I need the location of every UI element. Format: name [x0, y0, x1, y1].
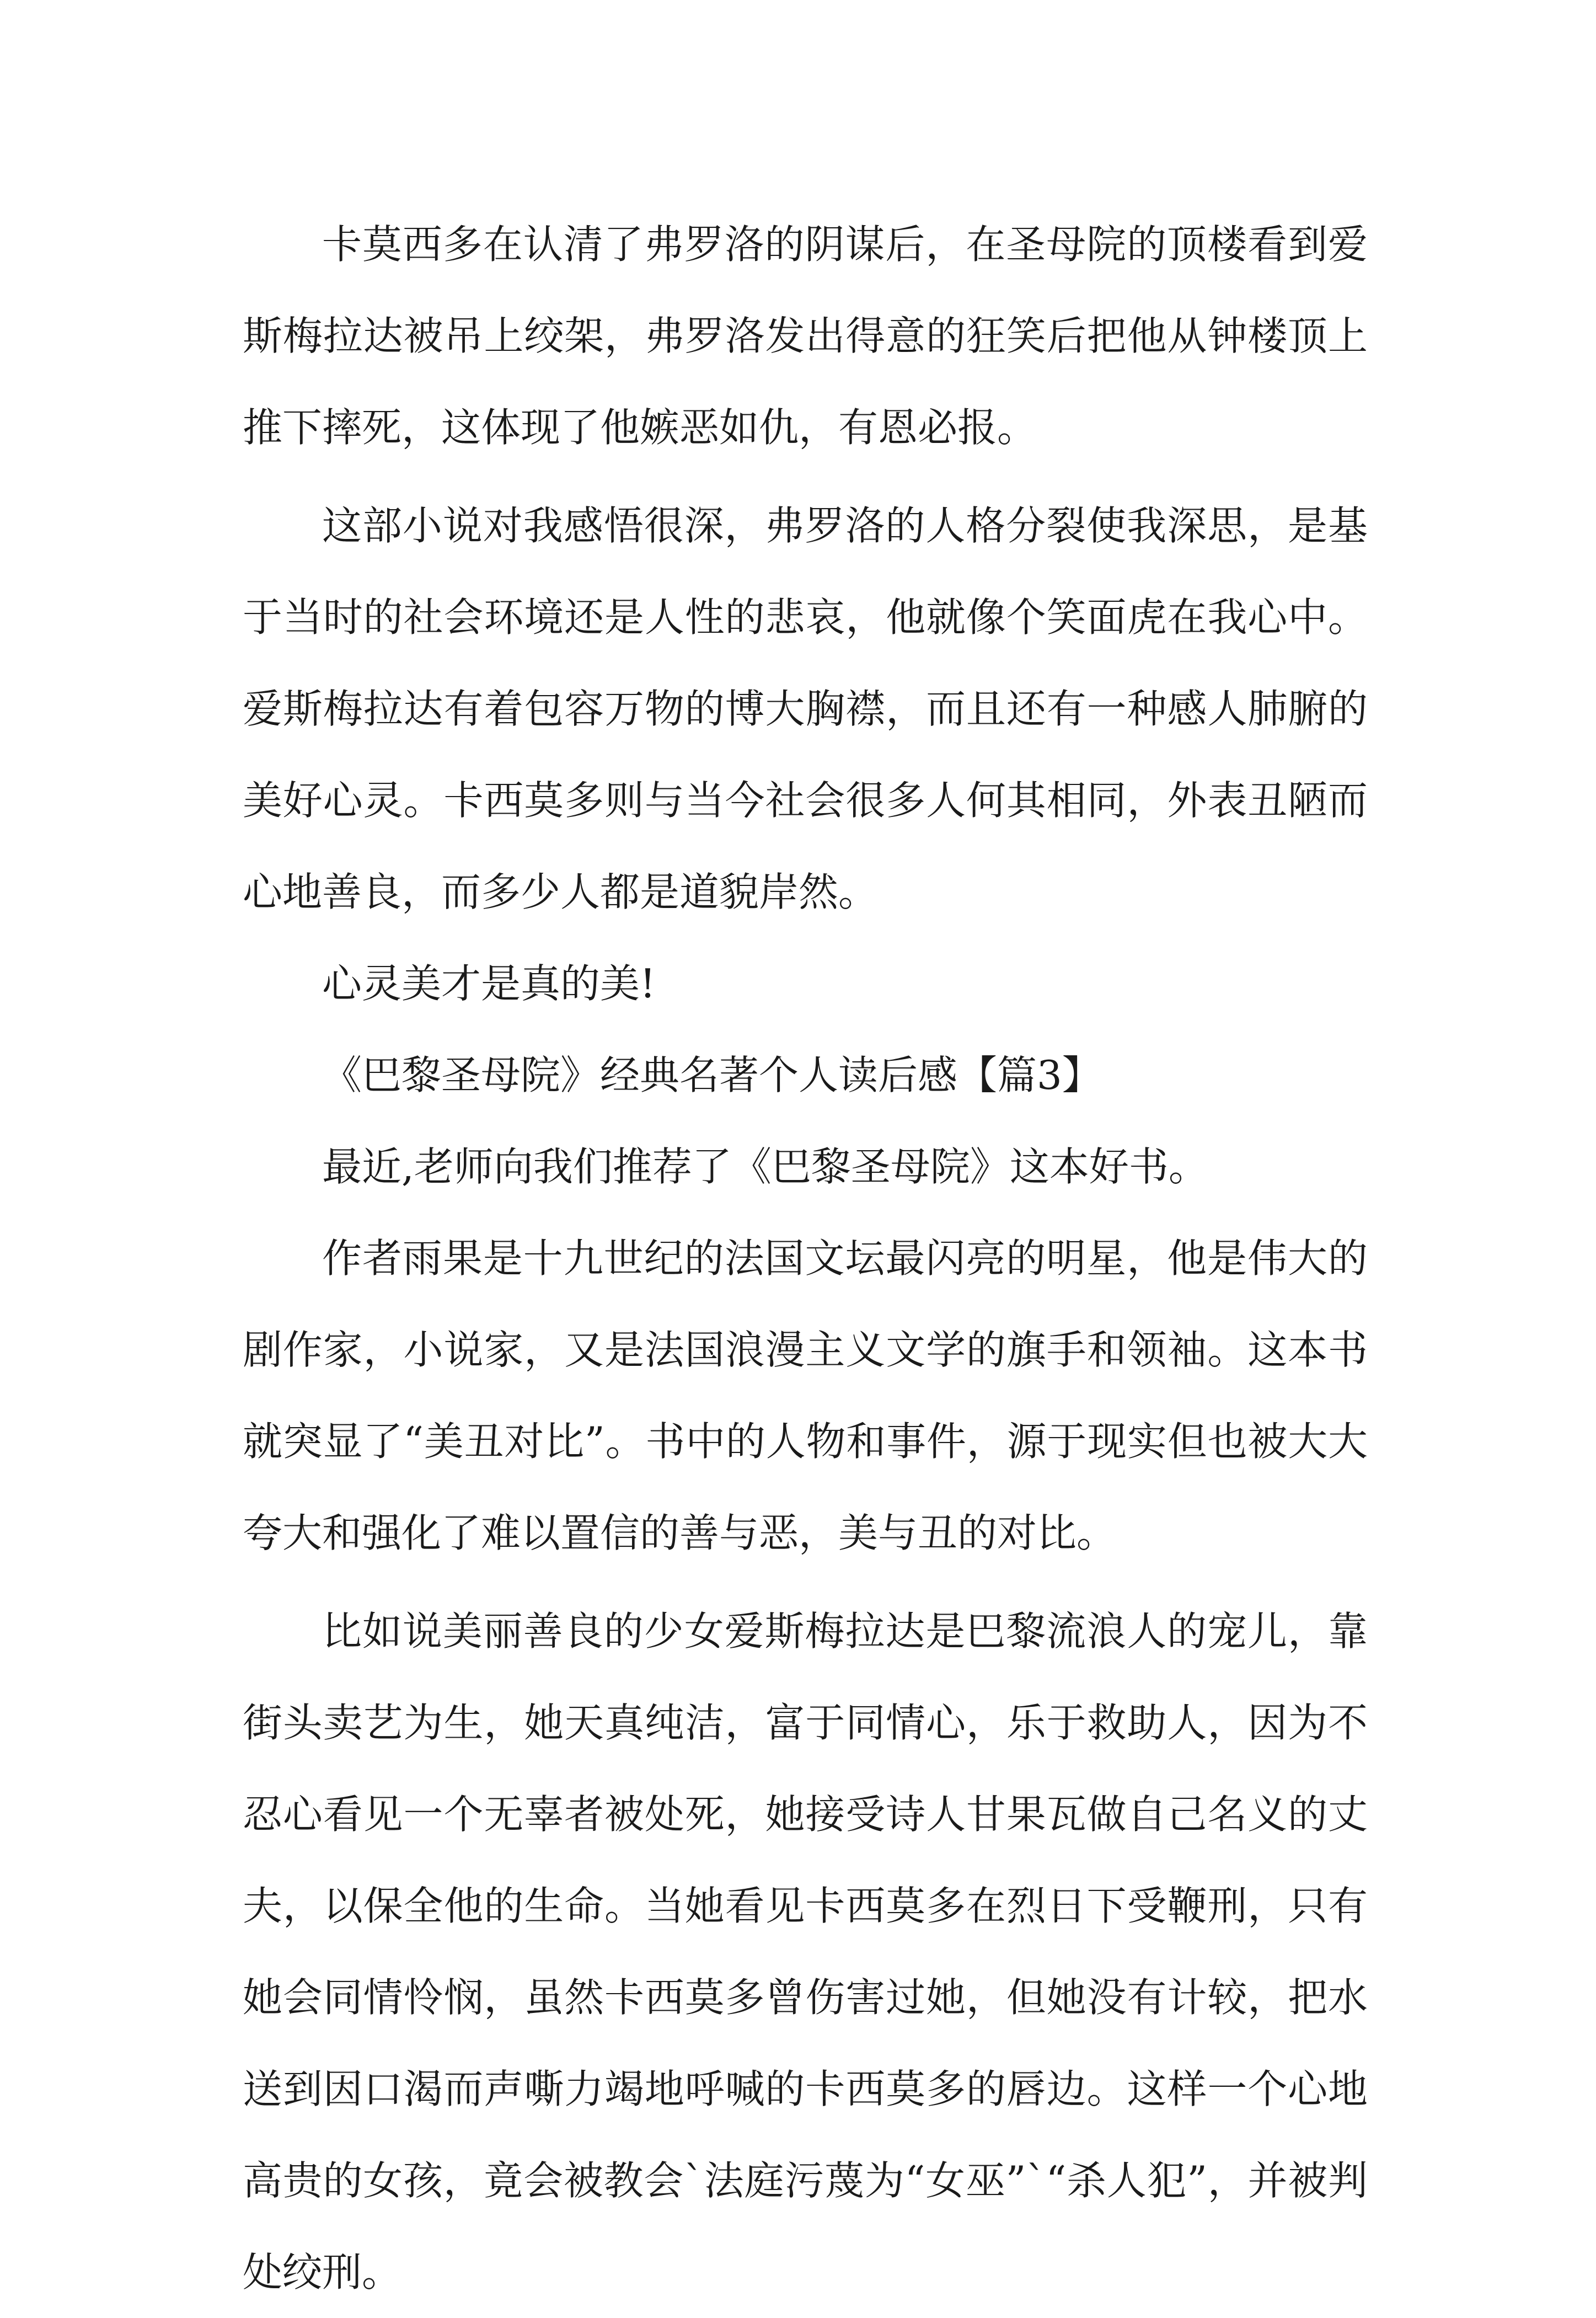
paragraph-intro: 最近,老师向我们推荐了《巴黎圣母院》这本好书。 [322, 1144, 1208, 1190]
section-heading: 《巴黎圣母院》经典名著个人读后感【篇3】 [322, 1052, 1102, 1098]
paragraph-esmeralda: 比如说美丽善良的少女爱斯梅拉达是巴黎流浪人的宠儿，靠街头卖艺为生，她天真纯洁，富于同情心，乐于救助人，因为不忍心看见一个无辜者被处死，她接受诗人甘果瓦做自己名义的丈夫，以保全他的生命。当她看见卡西莫多在烈日下受鞭刑，只有她会同情怜悯，虽然卡西莫多曾伤害过她，但她没有计较，把水送到因口渴而声嘶力竭地呼喊的卡西莫多的唇边。这样一个心地高贵的女孩，竟会被教会`法庭污蔑为“女巫”`“杀人犯”，并被判处绞刑。 [243, 1608, 1368, 2295]
paragraph-conclusion: 心灵美才是真的美! [322, 960, 656, 1007]
paragraph-author: 作者雨果是十九世纪的法国文坛最闪亮的明星，他是伟大的剧作家，小说家，又是法国浪漫主义文学的旗手和领袖。这本书就突显了“美丑对比”。书中的人物和事件，源于现实但也被大大夸大和强化了难以置信的善与恶，美与丑的对比。 [243, 1235, 1368, 1556]
paragraph-quasimodo-revenge: 卡莫西多在认清了弗罗洛的阴谋后，在圣母院的顶楼看到爱斯梅拉达被吊上绞架，弗罗洛发出得意的狂笑后把他从钟楼顶上推下摔死，这体现了他嫉恶如仇，有恩必报。 [243, 221, 1368, 451]
paragraph-reflection: 这部小说对我感悟很深，弗罗洛的人格分裂使我深思，是基于当时的社会环境还是人性的悲哀，他就像个笑面虎在我心中。爱斯梅拉达有着包容万物的博大胸襟，而且还有一种感人肺腑的美好心灵。卡西莫多则与当今社会很多人何其相同，外表丑陋而心地善良，而多少人都是道貌岸然。 [243, 503, 1368, 915]
document-body [243, 199, 1368, 2318]
